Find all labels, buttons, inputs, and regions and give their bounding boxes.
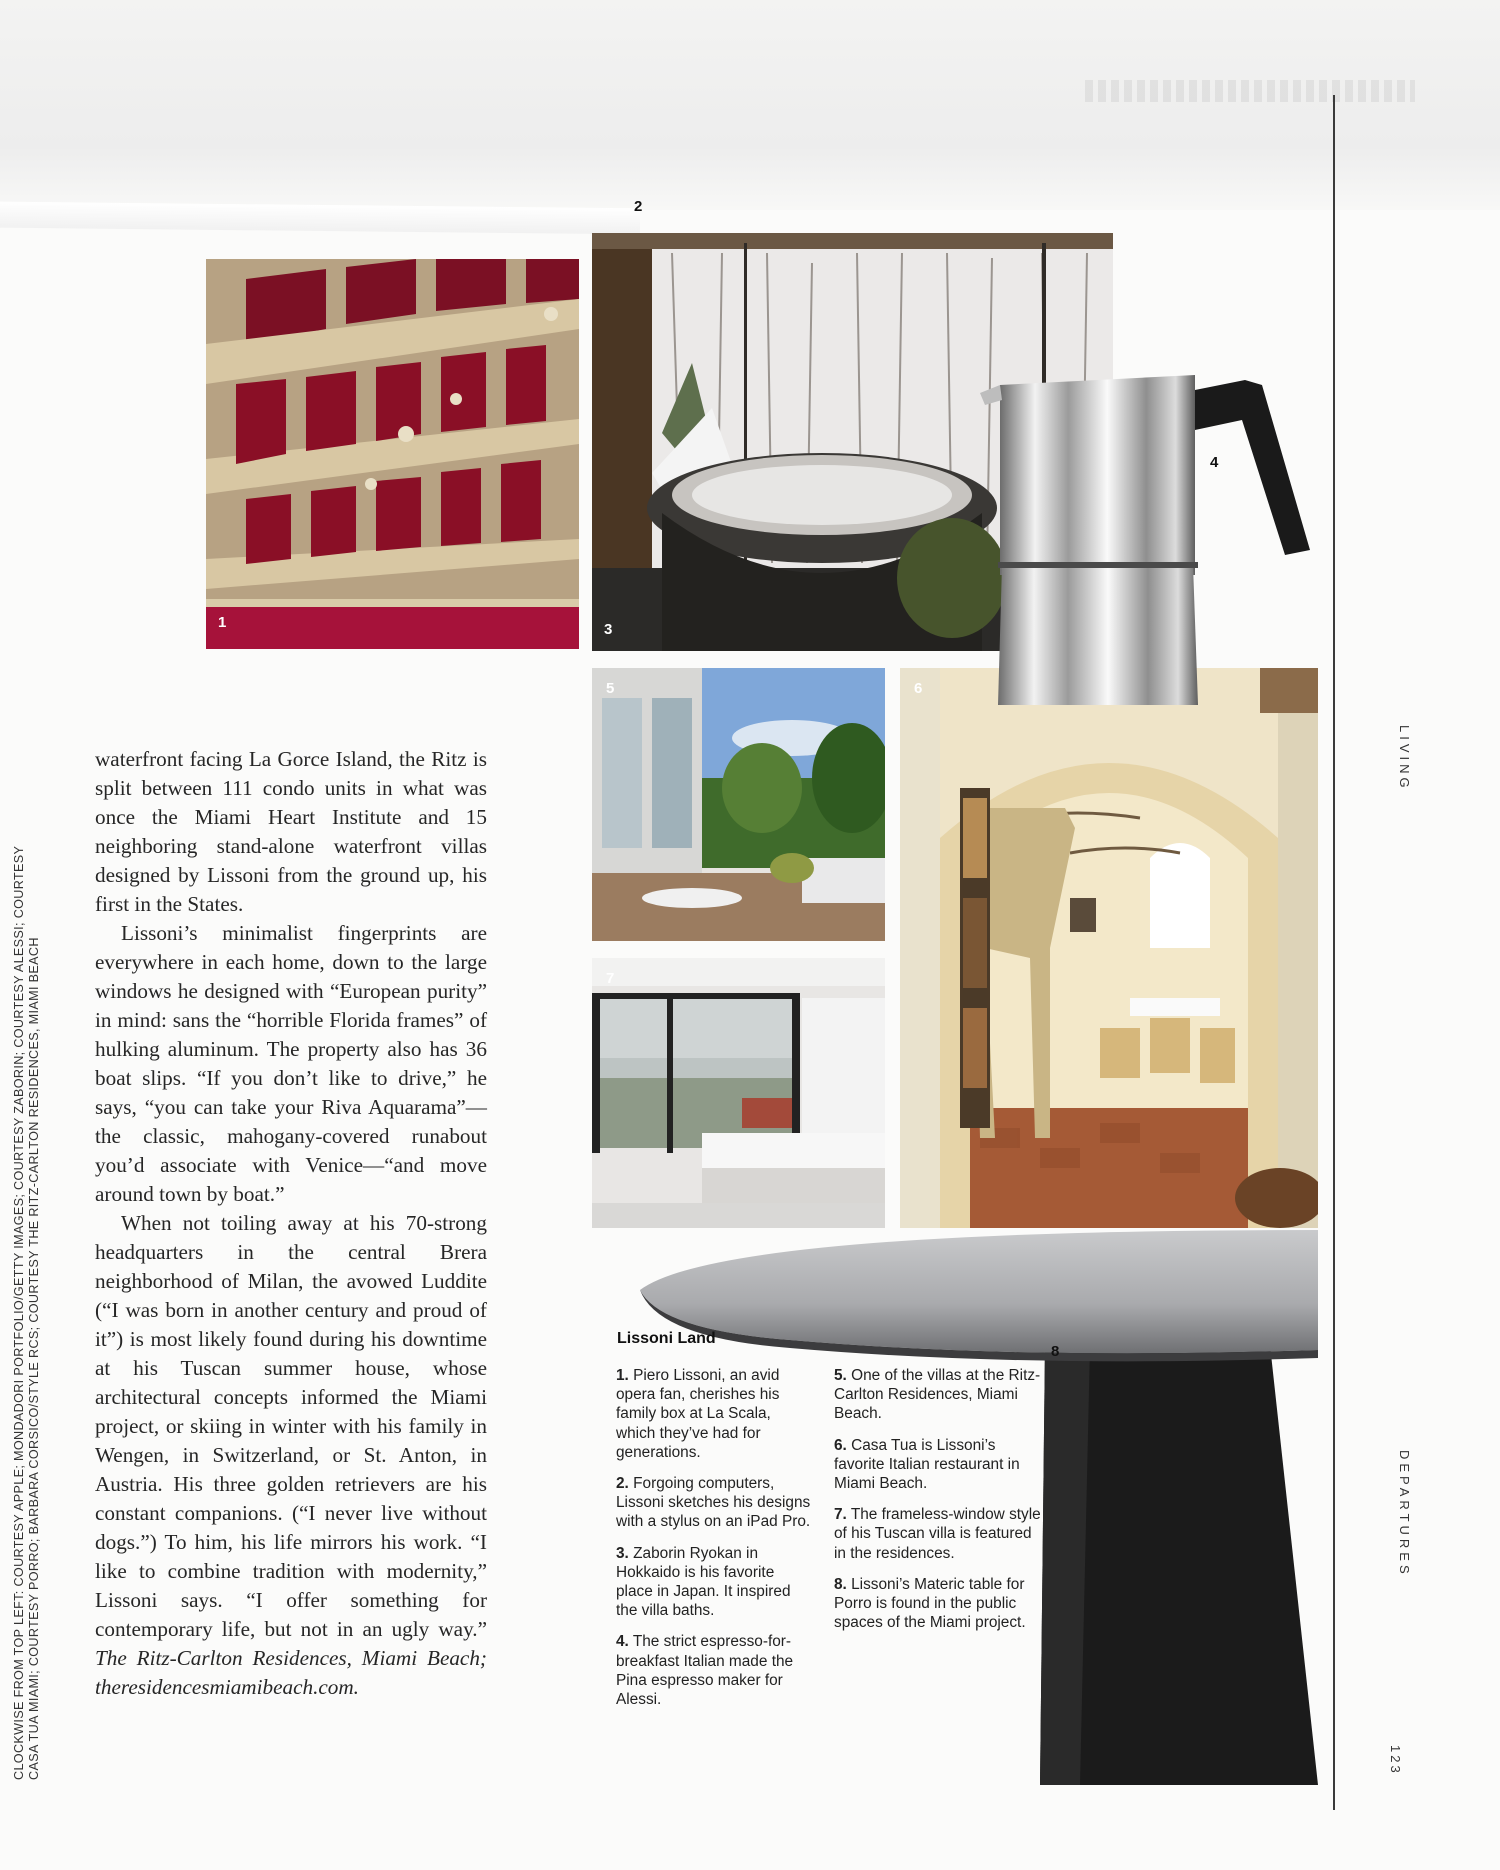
body-paragraph: waterfront facing La Gorce Island, the Ritz is split between 111 condo units in what was once the Miami Heart Institute and 15 neighboring stand-alone waterfront villas designed by Lissoni from the ground up, his first in the States. <box>95 747 487 916</box>
caption-number: 4. <box>616 1633 629 1651</box>
caption-item <box>834 1575 1044 1633</box>
caption-item <box>616 1366 814 1462</box>
caption-number: 7. <box>834 1506 847 1524</box>
caption-item <box>616 1632 814 1709</box>
captions-title: Lissoni Land <box>617 1330 716 1347</box>
caption-item <box>834 1505 1044 1563</box>
caption-number: 8. <box>834 1575 847 1593</box>
previous-page-show-through <box>0 0 1500 210</box>
photo-number: 1 <box>218 614 227 631</box>
photo-bedroom-window <box>592 958 885 1228</box>
photo-number: 6 <box>914 680 923 697</box>
photo-casa-tua <box>900 668 1318 1228</box>
photo-number: 8 <box>1051 1343 1060 1360</box>
caption-text: Piero Lissoni, an avid opera fan, cherishes his family box at La Scala, which they’ve had for generations. <box>616 1367 780 1461</box>
photo-espresso-maker <box>980 375 1310 705</box>
caption-number: 6. <box>834 1436 847 1454</box>
ghost-header-text <box>1085 80 1415 102</box>
page-number: 123 <box>1388 1745 1403 1776</box>
photo-credits-line: CASA TUA MIAMI; COURTESY PORRO; BARBARA CORSICO/STYLE RCS; COURTESY THE RITZ-CARLTON RESIDENCES, MIAMI BEACH <box>27 937 41 1780</box>
captions-column-left <box>616 1366 814 1721</box>
caption-text: One of the villas at the Ritz-Carlton Residences, Miami Beach. <box>834 1367 1041 1423</box>
caption-item <box>616 1474 814 1532</box>
body-paragraph: Lissoni’s minimalist fingerprints are everywhere in each home, down to the large windows he designed with “European purity” in mind: sans the “horrible Florida frames” of hulking aluminum. The property also has 36 boat slips. “If you don’t like to drive,” he says, “you can take your Riva Aquarama”—the classic, mahogany-covered runabout you’d associate with Venice—“and move around town by boat.” <box>95 921 487 1206</box>
captions-column-right <box>834 1366 1044 1644</box>
caption-item <box>616 1544 814 1621</box>
article-body <box>95 745 487 1702</box>
body-paragraph-text: When not toiling away at his 70-strong headquarters in the central Brera neighborhood of Milan, the avowed Luddite (“I was born in another century and proud of it”) is most likely found during his downtime at his Tuscan summer house, whose architectural concepts informed the Miami project, or skiing in winter with his family in Wengen, in Switzerland, or St. Anton, in Austria. His three golden retrievers are his constant companions. (“I never live without dogs.”) To him, his life mirrors his work. “I like to combine tradition with modernity,” Lissoni says. “I offer something for contemporary life, but not in an ugly way.” <box>95 1211 487 1641</box>
margin-rule <box>1333 95 1335 1810</box>
photo-number: 3 <box>604 621 613 638</box>
caption-text: The frameless-window style of his Tuscan villa is featured in the residences. <box>834 1506 1041 1562</box>
photo-number: 4 <box>1210 454 1219 471</box>
photo-villa-terrace <box>592 668 885 941</box>
caption-item <box>834 1436 1044 1494</box>
caption-number: 1. <box>616 1367 629 1384</box>
caption-text: Forgoing computers, Lissoni sketches his designs with a stylus on an iPad Pro. <box>616 1475 811 1531</box>
caption-number: 3. <box>616 1544 629 1562</box>
caption-text: The strict espresso-for-breakfast Italian made the Pina espresso maker for Alessi. <box>616 1633 794 1709</box>
photo-credits-line: CLOCKWISE FROM TOP LEFT: COURTESY APPLE; MONDADORI PORTFOLIO/GETTY IMAGES; COURTESY ZABORIN; COURTESY ALESSI; COURTESY <box>12 845 26 1780</box>
caption-text: Casa Tua is Lissoni’s favorite Italian restaurant in Miami Beach. <box>834 1436 1020 1493</box>
caption-number: 5. <box>834 1367 847 1384</box>
residence-listing: The Ritz-Carlton Residences, Miami Beach; theresidencesmiamibeach.com. <box>95 1646 487 1699</box>
caption-number: 2. <box>616 1475 629 1493</box>
caption-text: Lissoni’s Materic table for Porro is found in the public spaces of the Miami project. <box>834 1575 1026 1632</box>
caption-item <box>834 1366 1044 1424</box>
photo-number: 7 <box>606 970 615 987</box>
photo-la-scala <box>206 259 579 649</box>
scan-fold <box>0 202 640 235</box>
photo-number: 5 <box>606 680 615 697</box>
photo-number: 2 <box>634 198 643 215</box>
photo-credits <box>12 780 42 1780</box>
body-paragraph-last <box>95 1209 487 1702</box>
section-label: LIVING <box>1397 725 1412 792</box>
magazine-name: DEPARTURES <box>1397 1450 1412 1578</box>
caption-text: Zaborin Ryokan in Hokkaido is his favorite place in Japan. It inspired the villa baths. <box>616 1544 791 1620</box>
